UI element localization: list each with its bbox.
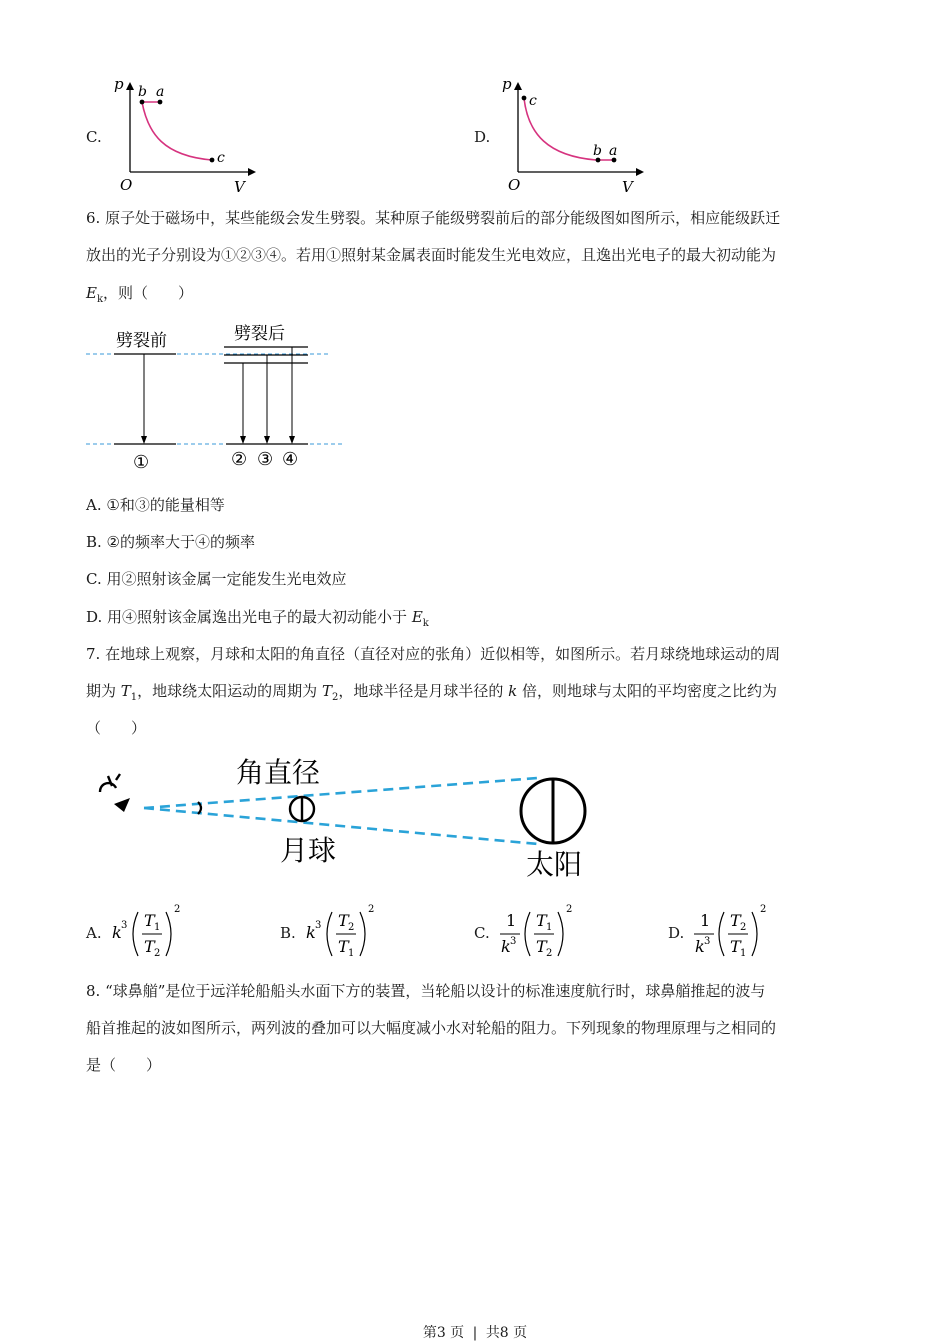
point-label-a: a xyxy=(609,143,618,159)
photon-label-2: ② xyxy=(231,449,248,470)
photon-label-1: ① xyxy=(133,452,150,473)
axis-p-label: p xyxy=(114,75,124,93)
svg-text:k: k xyxy=(112,923,122,942)
q7-option-a-formula xyxy=(110,898,190,966)
ek-subscript: k xyxy=(96,294,104,305)
q6-option-a: A. ①和③的能量相等 xyxy=(86,496,225,514)
pv-graph-d xyxy=(496,72,656,196)
q7-option-b-formula xyxy=(304,898,384,966)
svg-text:T: T xyxy=(144,911,155,930)
label-before-split: 劈裂前 xyxy=(116,331,167,351)
page-footer xyxy=(0,1322,950,1342)
svg-text:1: 1 xyxy=(740,948,747,959)
t1-symbol: T xyxy=(120,682,131,700)
svg-text:2: 2 xyxy=(174,904,181,915)
label-after-split: 劈裂后 xyxy=(234,324,285,344)
moon-icon xyxy=(290,797,314,821)
point-label-b: b xyxy=(593,143,602,159)
svg-text:2: 2 xyxy=(760,904,767,915)
svg-text:T: T xyxy=(338,937,349,956)
option-d-label: D. xyxy=(474,128,491,146)
svg-text:T: T xyxy=(536,911,547,930)
q8-stem-line3: 是（ ） xyxy=(86,1056,162,1074)
q7-stem-line3: （ ） xyxy=(86,719,147,737)
svg-text:2: 2 xyxy=(154,948,161,959)
sun-icon xyxy=(521,779,585,843)
svg-text:3: 3 xyxy=(315,920,322,931)
option-c-label: C. xyxy=(86,128,102,146)
q6-option-d-text: D. 用④照射该金属逸出光电子的最大初动能小于 xyxy=(86,608,412,626)
point-label-b: b xyxy=(138,84,147,100)
energy-level-diagram xyxy=(86,318,356,478)
q7-text: 倍，则地球与太阳的平均密度之比约为 xyxy=(517,682,777,700)
q6-stem-line1: 6. 原子处于磁场中，某些能级会发生劈裂。某种原子能级劈裂前后的部分能级图如图所示，相应能级跃迁 xyxy=(86,209,781,227)
origin-label: O xyxy=(120,176,133,194)
q8-stem-line2: 船首推起的波如图所示，两列波的叠加可以大幅度减小水对轮船的阻力。下列现象的物理原理与之相同的 xyxy=(86,1019,777,1037)
svg-text:2: 2 xyxy=(368,904,375,915)
q6-stem-tail: ，则（ ） xyxy=(103,284,194,302)
svg-text:T: T xyxy=(730,911,741,930)
svg-text:1: 1 xyxy=(546,922,553,933)
q8-stem-line1: 8. “球鼻艏”是位于远洋轮船船头水面下方的装置，当轮船以设计的标准速度航行时，球鼻艏推起的波与 xyxy=(86,982,766,1000)
ek-subscript: k xyxy=(422,618,429,629)
q7-text: ，地球半径是月球半径的 xyxy=(338,682,509,700)
svg-text:1: 1 xyxy=(154,922,161,933)
svg-text:T: T xyxy=(338,911,349,930)
q7-text: ，地球绕太阳运动的周期为 xyxy=(137,682,322,700)
footer-separator: | xyxy=(472,1325,478,1341)
eye-icon xyxy=(100,774,130,812)
q7-option-b-label: B. xyxy=(280,924,296,942)
origin-label: O xyxy=(508,176,521,194)
q6-option-d xyxy=(86,606,429,629)
q7-option-d-label: D. xyxy=(668,924,685,942)
point-label-c: c xyxy=(217,150,225,166)
q6-option-b: B. ②的频率大于④的频率 xyxy=(86,533,256,551)
svg-text:k: k xyxy=(501,937,511,956)
t2-subscript: 2 xyxy=(331,692,339,703)
svg-text:2: 2 xyxy=(740,922,747,933)
svg-text:2: 2 xyxy=(566,904,573,915)
page-total: 共8 页 xyxy=(485,1325,528,1341)
svg-text:1: 1 xyxy=(700,911,711,930)
t2-symbol: T xyxy=(321,682,332,700)
page-number: 第3 页 xyxy=(422,1325,465,1341)
point-label-c: c xyxy=(529,93,537,109)
photon-label-4: ④ xyxy=(282,449,299,470)
svg-text:1: 1 xyxy=(348,948,355,959)
q7-option-a-label: A. xyxy=(86,924,102,942)
ek-symbol: E xyxy=(86,284,97,302)
q6-option-c: C. 用②照射该金属一定能发生光电效应 xyxy=(86,570,347,588)
upper-sight-line xyxy=(144,778,538,808)
pv-graph-c xyxy=(108,72,268,196)
q7-stem-line2 xyxy=(86,680,777,703)
lower-sight-line xyxy=(144,808,538,844)
q7-text: 期为 xyxy=(86,682,121,700)
k-symbol: k xyxy=(508,682,518,700)
angular-diameter-diagram xyxy=(86,752,606,887)
angle-arc xyxy=(198,802,201,814)
svg-text:2: 2 xyxy=(546,948,553,959)
axis-p-label: p xyxy=(502,75,512,93)
t1-subscript: 1 xyxy=(130,692,138,703)
axis-v-label: V xyxy=(234,178,245,196)
q7-stem-line1: 7. 在地球上观察，月球和太阳的角直径（直径对应的张角）近似相等，如图所示。若月球绕地球运动的周 xyxy=(86,645,781,663)
q7-option-c-label: C. xyxy=(474,924,490,942)
pv-curve xyxy=(142,102,212,160)
svg-text:2: 2 xyxy=(348,922,355,933)
label-sun: 太阳 xyxy=(526,848,583,881)
q6-stem-line2: 放出的光子分别设为①②③④。若用①照射某金属表面时能发生光电效应，且逸出光电子的最大初动能为 xyxy=(86,246,777,264)
svg-text:T: T xyxy=(144,937,155,956)
svg-text:3: 3 xyxy=(121,920,128,931)
ek-symbol: E xyxy=(411,608,423,626)
svg-text:T: T xyxy=(730,937,741,956)
svg-text:T: T xyxy=(536,937,547,956)
svg-text:k: k xyxy=(306,923,316,942)
svg-text:3: 3 xyxy=(510,936,517,947)
label-moon: 月球 xyxy=(280,834,337,867)
point-label-a: a xyxy=(156,84,165,100)
label-angular-diameter: 角直径 xyxy=(236,756,321,789)
q7-option-d-formula xyxy=(692,898,772,966)
axis-v-label: V xyxy=(622,178,633,196)
photon-label-3: ③ xyxy=(257,449,274,470)
q6-stem-line3 xyxy=(86,282,193,305)
svg-text:1: 1 xyxy=(506,911,517,930)
svg-text:k: k xyxy=(695,937,705,956)
svg-text:3: 3 xyxy=(704,936,711,947)
q7-option-c-formula xyxy=(498,898,578,966)
